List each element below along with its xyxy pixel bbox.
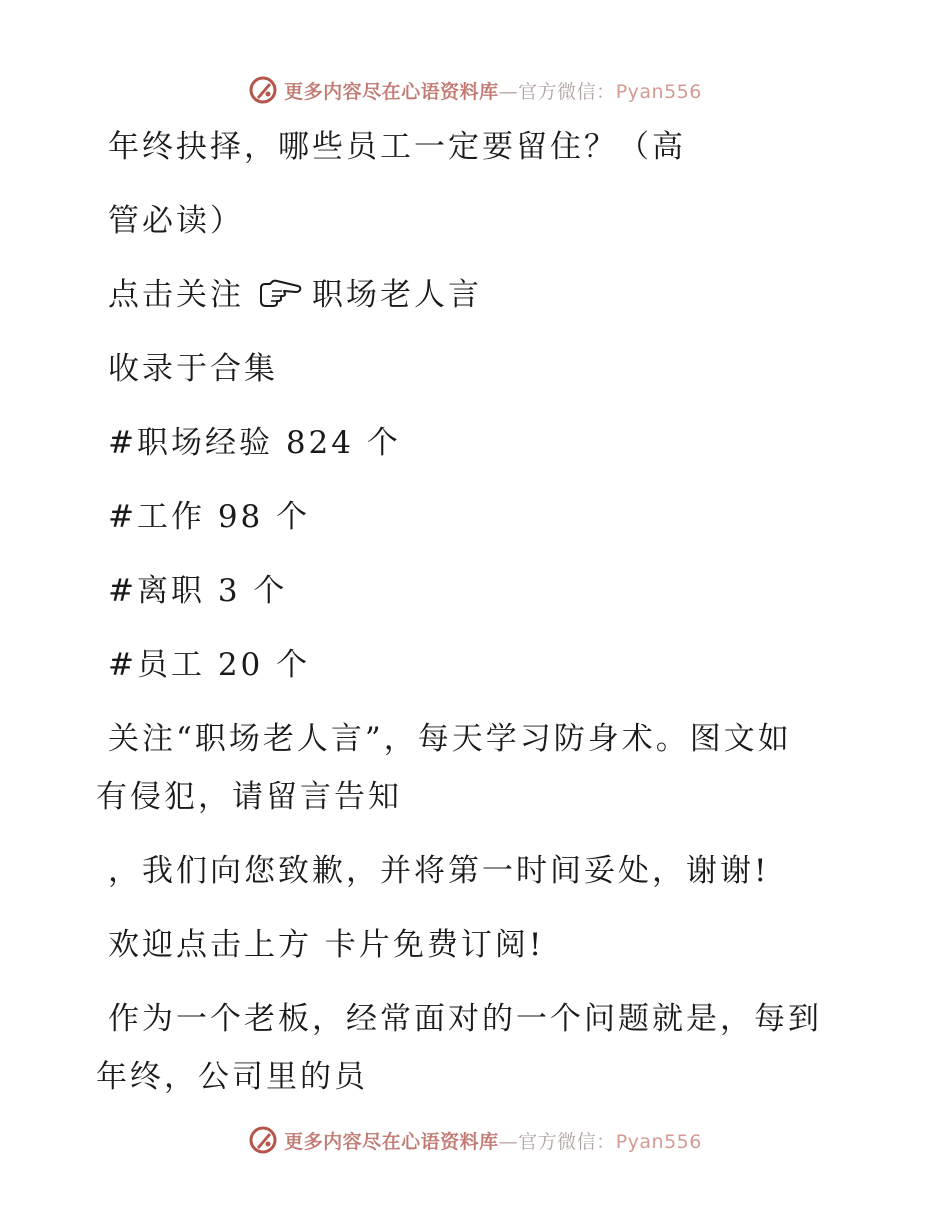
- body-paragraph-line-2: 年终，公司里的员: [96, 1059, 368, 1095]
- footer-watermark-banner: [0, 1120, 950, 1160]
- follow-line: [108, 275, 482, 315]
- quill-pen-logo-icon: [248, 1125, 278, 1155]
- tag-item[interactable]: #职场经验 824 个: [108, 425, 401, 461]
- quill-pen-logo-icon: [248, 75, 278, 105]
- document-title-line-2: 管必读）: [108, 203, 244, 239]
- banner-wechat-id: Pyan556: [615, 1130, 702, 1153]
- notice-line-3: ，我们向您致歉，并将第一时间妥处，谢谢!: [108, 853, 770, 889]
- banner-text: [284, 1127, 702, 1154]
- notice-line-1: 关注“职场老人言”，每天学习防身术。图文如: [108, 721, 792, 757]
- tag-item[interactable]: #员工 20 个: [108, 647, 311, 683]
- document-title-line-1: 年终抉择，哪些员工一定要留住？（高: [108, 129, 686, 165]
- body-paragraph-line-1: 作为一个老板，经常面对的一个问题就是，每到: [108, 1001, 822, 1037]
- banner-wechat-id: Pyan556: [615, 80, 702, 103]
- tag-item[interactable]: #离职 3 个: [108, 573, 288, 609]
- pointing-hand-icon: [258, 279, 302, 309]
- header-watermark-banner: [0, 70, 950, 110]
- subscribe-line: 欢迎点击上方 卡片免费订阅!: [108, 927, 545, 963]
- follow-prefix: 点击关注: [108, 277, 244, 313]
- banner-separator: —: [498, 1130, 519, 1153]
- banner-text: [284, 77, 702, 104]
- follow-account-name[interactable]: 职场老人言: [312, 277, 482, 313]
- notice-line-2: 有侵犯，请留言告知: [96, 779, 402, 815]
- banner-main-text: 更多内容尽在心语资料库: [284, 80, 499, 103]
- banner-main-text: 更多内容尽在心语资料库: [284, 1130, 499, 1153]
- banner-wechat-label: 官方微信：: [518, 80, 616, 103]
- banner-wechat-label: 官方微信：: [518, 1130, 616, 1153]
- banner-separator: —: [498, 80, 519, 103]
- tag-item[interactable]: #工作 98 个: [108, 499, 311, 535]
- collection-label: 收录于合集: [108, 351, 278, 387]
